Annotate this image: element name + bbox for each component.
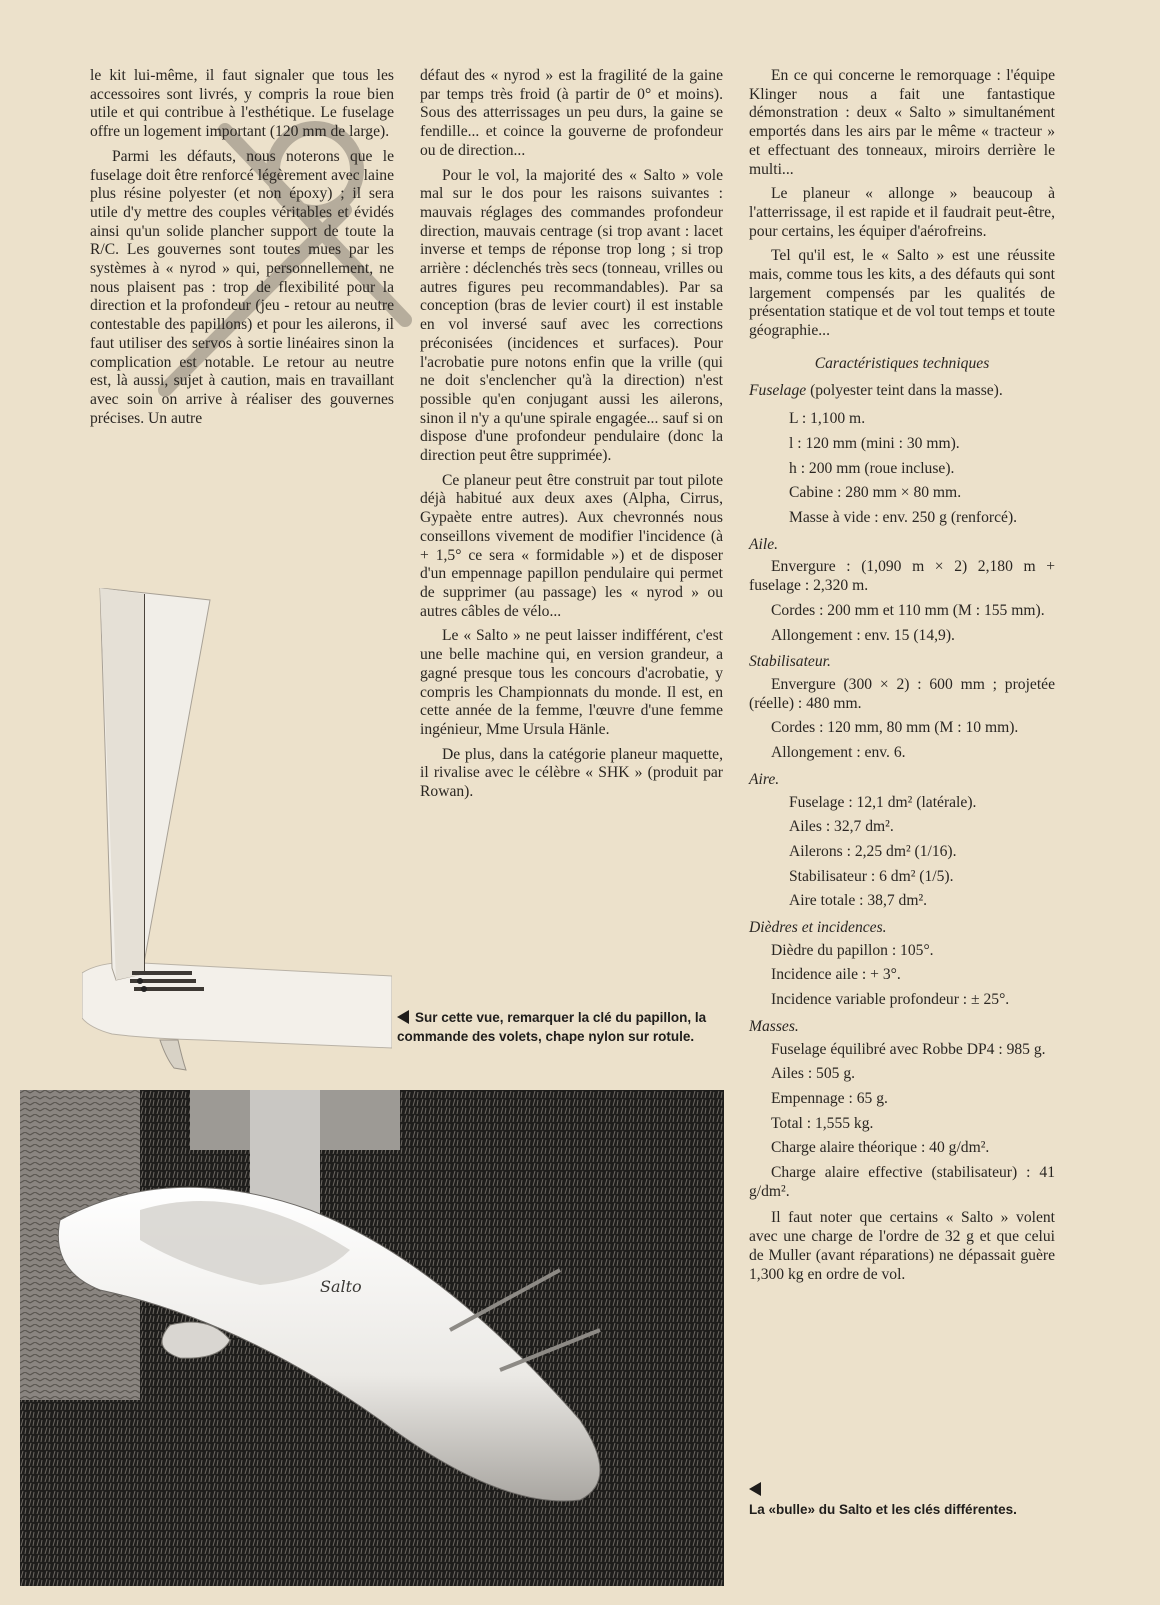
- specs-masses-heading: Masses.: [749, 1017, 799, 1035]
- tail-photo: [82, 588, 392, 1078]
- paragraph: défaut des « nyrod » est la fragilité de la gaine par temps très froid (à partir de 0° et moins). Sous des atterrissages un peu durs, la gaine se fendille... et coince la gouverne de profondeur ou de direction...: [420, 67, 723, 159]
- spec-line: Charge alaire effective (stabilisateur) : 41 g/dm².: [749, 1164, 1055, 1200]
- spec-line: Aire totale : 38,7 dm².: [789, 892, 928, 910]
- specs-stab-list: [749, 676, 1055, 763]
- spec-line: Incidence variable profondeur : ± 25°.: [771, 991, 1010, 1009]
- spec-line: Cordes : 120 mm, 80 mm (M : 10 mm).: [771, 719, 1019, 737]
- fuselage-script-label: Salto: [320, 1277, 362, 1296]
- specs-aile-list: [749, 558, 1055, 645]
- spec-line: Masse à vide : env. 250 g (renforcé).: [789, 509, 1018, 527]
- paragraph: Parmi les défauts, nous noterons que le fuselage doit être renforcé légèrement avec laine plus résine polyester (et non époxy) ; il sera utile d'y mettre des couples véritables et évidés ainsi qu'un solide plancher support de toute la R/C. Les gouvernes sont toutes mues par les systèmes à « nyrod » qui, personnellement, ne nous plaisent pas : trop de flexibilité pour la direction et la profondeur (jeu - retour au neutre contestable des papillons) et pour les ailerons, il faut utiliser des servos à sortie linéaires sinon la complication est notable. Le retour au neutre est, là aussi, sujet à caution, mais en travaillant avec soin on arrive à réaliser des gouvernes précises. Un autre: [90, 147, 394, 427]
- specs-stab-heading: Stabilisateur.: [749, 653, 831, 671]
- paragraph: En ce qui concerne le remorquage : l'équipe Klinger nous a fait une fantastique démonstration : deux « Salto » simultanément emportés dans les airs par le même « tracteur » et effectuant des tonneaux, miroirs derrière le multi...: [749, 67, 1055, 178]
- specs-fuselage-list: [749, 410, 1055, 528]
- spec-line: Dièdre du papillon : 105°.: [771, 941, 934, 959]
- spec-line: h : 200 mm (roue incluse).: [789, 459, 955, 477]
- specs-diedres-heading: Dièdres et incidences.: [749, 919, 887, 937]
- spec-line: Charge alaire théorique : 40 g/dm².: [771, 1139, 990, 1157]
- spec-line: Allongement : env. 15 (14,9).: [771, 626, 955, 644]
- spec-line: Incidence aile : + 3°.: [771, 966, 901, 984]
- arrow-left-icon: [749, 1482, 761, 1496]
- paragraph: Le « Salto » ne peut laisser indifférent, c'est une belle machine qui, en version grandeur, a gagné presque tous les concours d'acrobatie, y compris les Championnats du monde. Il est, en cette année de la femme, l'œuvre d'une femme ingénieur, Mme Ursula Hänle.: [420, 627, 723, 738]
- canopy-photo-caption: [749, 1482, 1069, 1519]
- specs-diedres-list: [749, 942, 1055, 1010]
- spec-line: l : 120 mm (mini : 30 mm).: [789, 434, 960, 452]
- paragraph: Pour le vol, la majorité des « Salto » vole mal sur le dos pour les raisons suivantes : mauvais réglages des commandes profondeur direction, mauvais centrage (si trop avant : lacet inverse et temps de réponse trop long ; si trop arrière : déclenchés très secs (tonneau, vrilles ou autres figures peu recommandables). Par sa conception (bras de levier court) il est instable en vol inversé sauf avec les corrections préconisées (incidences et surfaces). Pour l'acrobatie pure notons enfin que la vrille (qui ne doit s'enclencher qu'à la direction) n'est possible qu'en conjugant aussi les ailerons, sinon il n'y a qu'une spirale engagée... sauf si on dispose d'une profondeur pendulaire (donc la direction peut être supprimée).: [420, 166, 723, 465]
- spec-line: Envergure (300 × 2) : 600 mm ; projetée (réelle) : 480 mm.: [749, 675, 1055, 712]
- paragraph: De plus, dans la catégorie planeur maquette, il rivalise avec le célèbre « SHK » (produit par Rowan).: [420, 745, 723, 801]
- spec-line: L : 1,100 m.: [789, 410, 866, 428]
- specs-title: Caractéristiques techniques: [814, 354, 990, 372]
- specs-aile-heading: Aile.: [749, 535, 779, 553]
- spec-line: Cabine : 280 mm × 80 mm.: [789, 484, 962, 502]
- specs-aire-list: [749, 794, 1055, 912]
- spec-line: Stabilisateur : 6 dm² (1/5).: [789, 867, 954, 885]
- spec-line: Envergure : (1,090 m × 2) 2,180 m + fuselage : 2,320 m.: [749, 558, 1055, 595]
- text-column-2: [420, 67, 723, 808]
- canopy-photo: [20, 1090, 724, 1586]
- text-column-3: [749, 67, 1055, 1290]
- spec-line: Cordes : 200 mm et 110 mm (M : 155 mm).: [771, 601, 1045, 619]
- spec-line: Allongement : env. 6.: [771, 744, 906, 762]
- arrow-left-icon: [397, 1010, 409, 1024]
- specs-aire-heading: Aire.: [749, 770, 780, 788]
- specs-masses-list: [749, 1041, 1055, 1202]
- paragraph: Ce planeur peut être construit par tout pilote déjà habitué aux deux axes (Alpha, Cirrus, Gypaète entre autres). Aux chevronnés nous conseillons vivement de modifier l'incidence (à + 1,5° ce sera « formidable ») et de disposer d'un empennage papillon pendulaire qui permet de supprimer (au passage) les « nyrod » ou autres câbles de vélo...: [420, 471, 723, 620]
- spec-line: Ailes : 32,7 dm².: [789, 818, 894, 836]
- spec-line: Fuselage équilibré avec Robbe DP4 : 985 g.: [771, 1040, 1046, 1058]
- spec-line: Total : 1,555 kg.: [771, 1114, 874, 1132]
- caption-text: La «bulle» du Salto et les clés différentes.: [749, 1502, 1017, 1517]
- closing-paragraph: Il faut noter que certains « Salto » volent avec une charge de l'ordre de 32 g et que celui de Muller (avant réparations) ne dépassait guère 1,300 kg en ordre de vol.: [749, 1209, 1055, 1283]
- spec-line: Empennage : 65 g.: [771, 1089, 888, 1107]
- paragraph: le kit lui-même, il faut signaler que tous les accessoires sont livrés, y compris la roue bien utile et qui contribue à l'esthétique. Le fuselage offre un logement important (120 mm de large).: [90, 67, 394, 141]
- paragraph: Le planeur « allonge » beaucoup à l'atterrissage, il est rapide et il faudrait peut-être, pour certains, les équiper d'aérofreins.: [749, 185, 1055, 240]
- specs-fuselage-heading: [749, 382, 1055, 401]
- caption-text: Sur cette vue, remarquer la clé du papillon, la commande des volets, chape nylon sur rotule.: [397, 1010, 707, 1044]
- spec-line: Ailerons : 2,25 dm² (1/16).: [789, 842, 957, 860]
- spec-line: Fuselage : 12,1 dm² (latérale).: [789, 793, 977, 811]
- section-note: (polyester teint dans la masse).: [806, 381, 1003, 399]
- tail-photo-caption: [397, 1008, 729, 1046]
- paragraph: Tel qu'il est, le « Salto » est une réussite mais, comme tous les kits, a des défauts qui sont largement compensés par les qualités de présentation statique et de vol tout temps et toute géographie...: [749, 247, 1055, 340]
- text-column-1: [90, 67, 394, 434]
- spec-line: Ailes : 505 g.: [771, 1065, 856, 1083]
- section-heading: Fuselage: [749, 381, 807, 399]
